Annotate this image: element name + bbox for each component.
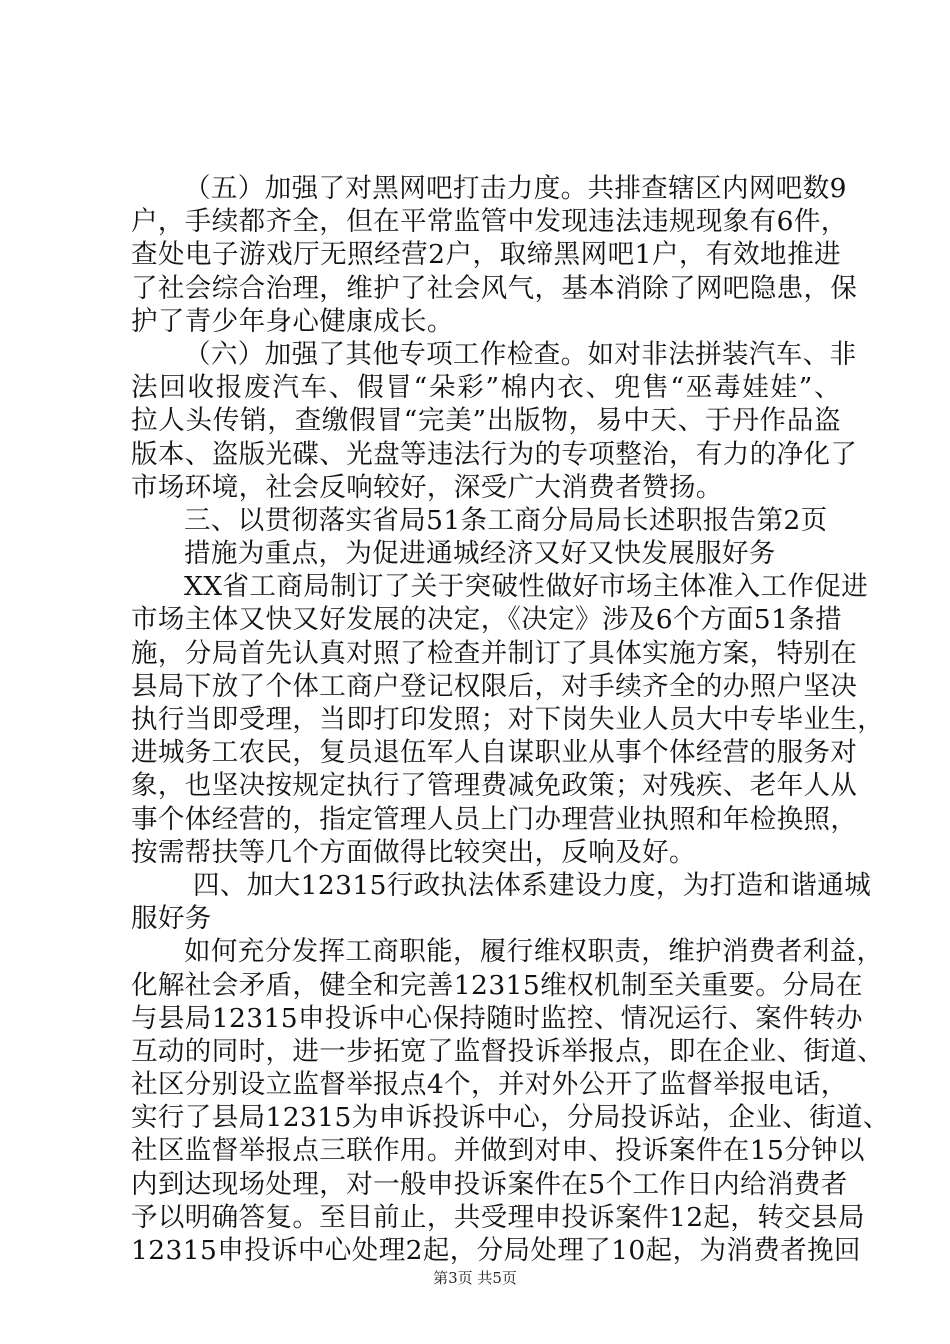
- section-heading: 三、以贯彻落实省局51条工商分局局长述职报告第2页: [184, 504, 828, 536]
- text-line: 查处电子游戏厅无照经营2户，取缔黑网吧1户，有效地推进: [131, 239, 841, 271]
- text-line: 实行了县局12315为申诉投诉中心，分局投诉站，企业、街道、: [131, 1102, 890, 1134]
- text-line: 事个体经营的，指定管理人员上门办理营业执照和年检换照，: [131, 803, 858, 835]
- page-number: 第3页 共5页: [433, 1269, 517, 1287]
- text-line: 市场环境，社会反响较好，深受广大消费者赞扬。: [131, 471, 723, 503]
- text-line: 施，分局首先认真对照了检查并制订了具体实施方案，特别在: [131, 637, 858, 669]
- section-heading: 措施为重点，为促进通城经济又好又快发展服好务: [184, 538, 776, 570]
- section-heading: 服好务: [131, 903, 212, 935]
- text-line: 拉人头传销，查缴假冒“完美”出版物，易中天、于丹作品盗: [131, 405, 841, 437]
- document-body: [131, 172, 890, 1267]
- text-line: 社区监督举报点三联作用。并做到对申、投诉案件在15分钟以: [131, 1135, 865, 1167]
- text-line: 进城务工农民，复员退伍军人自谋职业从事个体经营的服务对: [131, 737, 858, 769]
- text-line: （五）加强了对黑网吧打击力度。共排查辖区内网吧数9: [184, 173, 847, 204]
- text-line: 市场主体又快又好发展的决定，《决定》涉及6个方面51条措: [131, 604, 843, 636]
- text-line: 护了青少年身心健康成长。: [131, 305, 454, 337]
- text-line: 予以明确答复。至目前止，共受理申投诉案件12起，转交县局: [131, 1201, 865, 1233]
- text-line: 化解社会矛盾，健全和完善12315维权机制至关重要。分局在: [131, 969, 863, 1001]
- text-line: XX省工商局制订了关于突破性做好市场主体准入工作促进: [184, 571, 869, 603]
- text-line: 按需帮扶等几个方面做得比较突出，反响及好。: [131, 836, 696, 868]
- text-line: 象，也坚决按规定执行了管理费减免政策；对残疾、老年人从: [131, 770, 858, 802]
- section-heading: 四、加大12315行政执法体系建设力度，为打造和谐通城: [193, 869, 872, 901]
- text-line: 县局下放了个体工商户登记权限后，对手续齐全的办照户坚决: [131, 670, 858, 702]
- text-line: 法回收报废汽车、假冒“朵彩”棉内衣、兜售“巫毒娃娃”、: [131, 372, 841, 404]
- text-line: 了社会综合治理，维护了社会风气，基本消除了网吧隐患，保: [131, 272, 858, 304]
- text-line: 内到达现场处理，对一般申投诉案件在5个工作日内给消费者: [131, 1168, 848, 1200]
- text-line: 与县局12315申投诉中心保持随时监控、情况运行、案件转办: [131, 1002, 863, 1034]
- text-line: 如何充分发挥工商职能，履行维权职责，维护消费者利益，: [184, 936, 884, 968]
- text-line: （六）加强了其他专项工作检查。如对非法拼装汽车、非: [184, 338, 857, 370]
- text-line: 社区分别设立监督举报点4个，并对外公开了监督举报电话，: [131, 1069, 848, 1101]
- text-line: 互动的同时，进一步拓宽了监督投诉举报点，即在企业、街道、: [131, 1035, 885, 1067]
- text-line: 执行当即受理，当即打印发照；对下岗失业人员大中专毕业生，: [131, 704, 885, 735]
- text-line: 户，手续都齐全，但在平常监管中发现违法违规现象有6件，: [131, 206, 848, 238]
- text-line: 12315申投诉中心处理2起，分局处理了10起，为消费者挽回: [131, 1235, 861, 1266]
- text-line: 版本、盗版光碟、光盘等违法行为的专项整治，有力的净化了: [131, 438, 858, 470]
